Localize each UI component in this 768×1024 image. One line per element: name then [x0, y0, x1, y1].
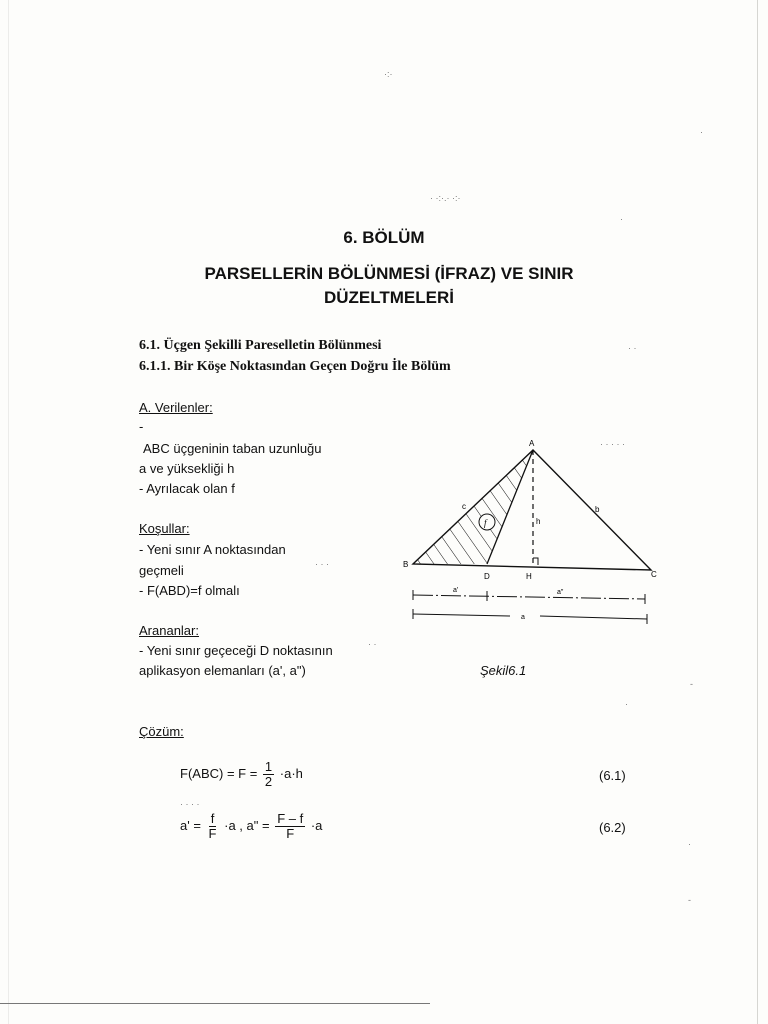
verilenler-line2: a ve yüksekliği h — [139, 461, 235, 476]
equation-6-1 — [180, 760, 303, 789]
section-6-1-heading: 6.1. Üçgen Şekilli Pareselletin Bölünmesi — [139, 338, 382, 353]
dimension-line-a-right — [540, 616, 647, 619]
chapter-title-line2: DÜZELTMELERİ — [323, 288, 454, 307]
dimension-line-split — [413, 595, 645, 599]
verilenler-heading: A. Verilenler: — [139, 400, 213, 415]
scan-edge-left — [8, 0, 9, 1024]
label-c-vertex: C — [651, 570, 657, 579]
eq2-a-prime: a' = — [180, 817, 201, 833]
eq2-middle: ·a , a" = — [224, 817, 270, 833]
eq1-lhs: F(ABC) = F = — [180, 765, 258, 781]
label-b-vertex: B — [403, 560, 409, 569]
verilenler-line1: ABC üçgeninin taban uzunluğu — [143, 441, 322, 456]
chapter-title-line1: PARSELLERİN BÖLÜNMESİ (İFRAZ) VE SINIR — [204, 264, 574, 283]
scan-speck: ·:· — [384, 69, 393, 79]
label-a-prime: a' — [453, 587, 459, 594]
dimension-line-a-left — [413, 614, 510, 616]
eq2-end: ·a — [310, 817, 323, 833]
kosullar-line1: - Yeni sınır A noktasından — [139, 542, 286, 557]
label-f: f — [484, 518, 487, 528]
scan-speck: · — [700, 127, 703, 137]
scan-speck: · — [620, 214, 623, 224]
section-6-1-1-heading: 6.1.1. Bir Köşe Noktasından Geçen Doğru İle Bölüm — [139, 359, 451, 374]
label-a-vertex: A — [529, 439, 535, 448]
scan-speck: · · — [628, 343, 637, 353]
arananlar-line1: - Yeni sınır geçeceği D noktasının — [139, 643, 333, 658]
eq2-frac1-denominator: F — [208, 826, 217, 841]
eq1-numerator: 1 — [264, 759, 273, 774]
eq2-frac1-numerator: f — [210, 811, 215, 826]
scan-edge-right — [757, 0, 758, 1024]
eq2-frac2-numerator: F – f — [277, 811, 304, 826]
scan-speck: · · · — [315, 559, 329, 569]
label-base-a: a — [521, 614, 525, 621]
label-side-b: b — [595, 505, 600, 514]
label-a-double-prime: a" — [557, 589, 564, 596]
footer-rule — [0, 1003, 430, 1004]
eq1-fraction — [263, 760, 274, 789]
triangle-figure — [395, 432, 665, 632]
arananlar-line2: aplikasyon elemanları (a', a") — [139, 663, 306, 678]
label-side-c: c — [462, 502, 466, 511]
kosullar-heading: Koşullar: — [139, 521, 190, 536]
kosullar-line3: - F(ABD)=f olmalı — [139, 583, 240, 598]
scan-speck: - — [690, 679, 693, 689]
label-d-point: D — [484, 572, 490, 581]
eq2-frac2-denominator: F — [286, 826, 295, 841]
cozum-heading: Çözüm: — [139, 724, 184, 739]
eq2-fraction-1 — [207, 812, 219, 841]
scan-speck: · · · · — [180, 799, 200, 809]
eq2-fraction-2 — [275, 812, 305, 841]
scan-speck: · · — [368, 639, 377, 649]
verilenler-line3: - Ayrılacak olan f — [139, 481, 235, 496]
scan-speck: · ·:·.· ·:· — [430, 193, 461, 203]
scan-speck: · — [625, 699, 628, 709]
scan-speck: · — [688, 839, 691, 849]
kosullar-line2: geçmeli — [139, 563, 184, 578]
eq1-denominator: 2 — [264, 774, 273, 789]
right-angle-mark — [533, 558, 538, 565]
arananlar-heading: Arananlar: — [139, 623, 199, 638]
label-h-point: H — [526, 572, 532, 581]
equation-number-6-2: (6.2) — [599, 820, 626, 835]
equation-number-6-1: (6.1) — [599, 768, 626, 783]
chapter-heading: 6. BÖLÜM — [343, 228, 425, 247]
eq1-rhs: ·a·h — [279, 765, 303, 781]
scan-speck: · · · · · — [600, 439, 625, 449]
label-height-h: h — [536, 517, 541, 526]
verilenler-dash: - — [139, 419, 144, 434]
equation-6-2 — [180, 812, 322, 841]
area-f-circle — [479, 514, 495, 530]
figure-caption: Şekil6.1 — [480, 663, 527, 678]
scan-speck: - — [688, 895, 691, 905]
